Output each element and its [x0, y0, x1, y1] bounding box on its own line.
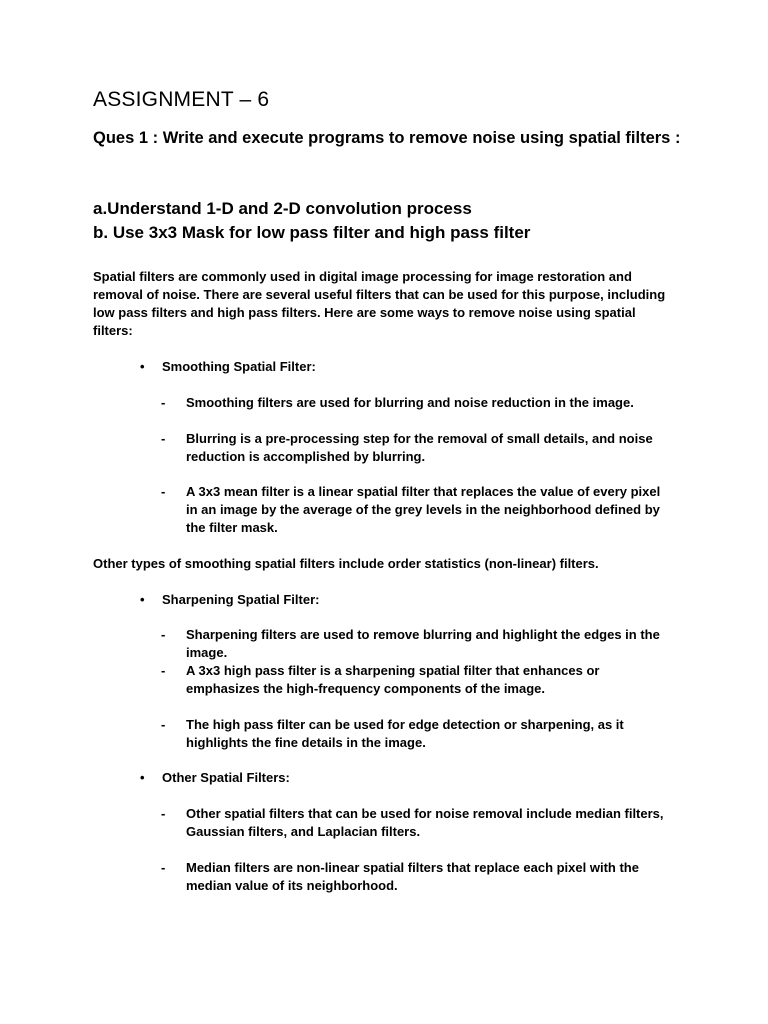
subtask-a: a.Understand 1-D and 2-D convolution process: [93, 199, 472, 218]
dash-icon: -: [161, 806, 166, 821]
subtask-b: b. Use 3x3 Mask for low pass filter and high pass filter: [93, 223, 531, 242]
page-title: ASSIGNMENT – 6: [93, 88, 270, 111]
bullet-icon: •: [140, 359, 145, 374]
bullet-heading: Sharpening Spatial Filter:: [162, 592, 320, 607]
list-item-text: Smoothing filters are used for blurring and noise reduction in the image.: [186, 395, 634, 410]
dash-icon: -: [161, 717, 166, 732]
question-text: Ques 1 : Write and execute programs to remove noise using spatial filters :: [93, 129, 681, 147]
list-item-text: A 3x3 mean filter is a linear spatial filter that replaces the value of every pixel in an image by the average of the grey levels in the neighborhood defined by the filter mask.: [186, 484, 661, 535]
dash-icon: -: [161, 395, 166, 410]
list-item-text: Other spatial filters that can be used for noise removal include median filters, Gaussian filters, and Laplacian filters.: [186, 806, 664, 839]
list-item-text: Median filters are non-linear spatial filters that replace each pixel with the median value of its neighborhood.: [186, 860, 639, 893]
dash-icon: -: [161, 860, 166, 875]
list-item-text: Blurring is a pre-processing step for the removal of small details, and noise reduction is accomplished by blurring.: [186, 431, 653, 464]
dash-icon: -: [161, 627, 166, 642]
other-smoothing-paragraph: Other types of smoothing spatial filters include order statistics (non-linear) filters.: [93, 556, 599, 571]
dash-icon: -: [161, 663, 166, 678]
dash-icon: -: [161, 431, 166, 446]
list-item-text: A 3x3 high pass filter is a sharpening spatial filter that enhances or emphasizes the high-frequency components of the image.: [186, 663, 600, 696]
dash-icon: -: [161, 484, 166, 499]
bullet-icon: •: [140, 592, 145, 607]
list-item-text: Sharpening filters are used to remove blurring and highlight the edges in the image.: [186, 627, 660, 660]
list-item-text: The high pass filter can be used for edge detection or sharpening, as it highlights the fine details in the image.: [186, 717, 624, 750]
bullet-heading: Smoothing Spatial Filter:: [162, 359, 316, 374]
bullet-icon: •: [140, 770, 145, 785]
bullet-heading: Other Spatial Filters:: [162, 770, 290, 785]
intro-paragraph: Spatial filters are commonly used in digital image processing for image restoration and removal of noise. There are several useful filters that can be used for this purpose, including low pass filters and high pass filters. Here are some ways to remove noise using spatial filters:: [93, 269, 666, 338]
